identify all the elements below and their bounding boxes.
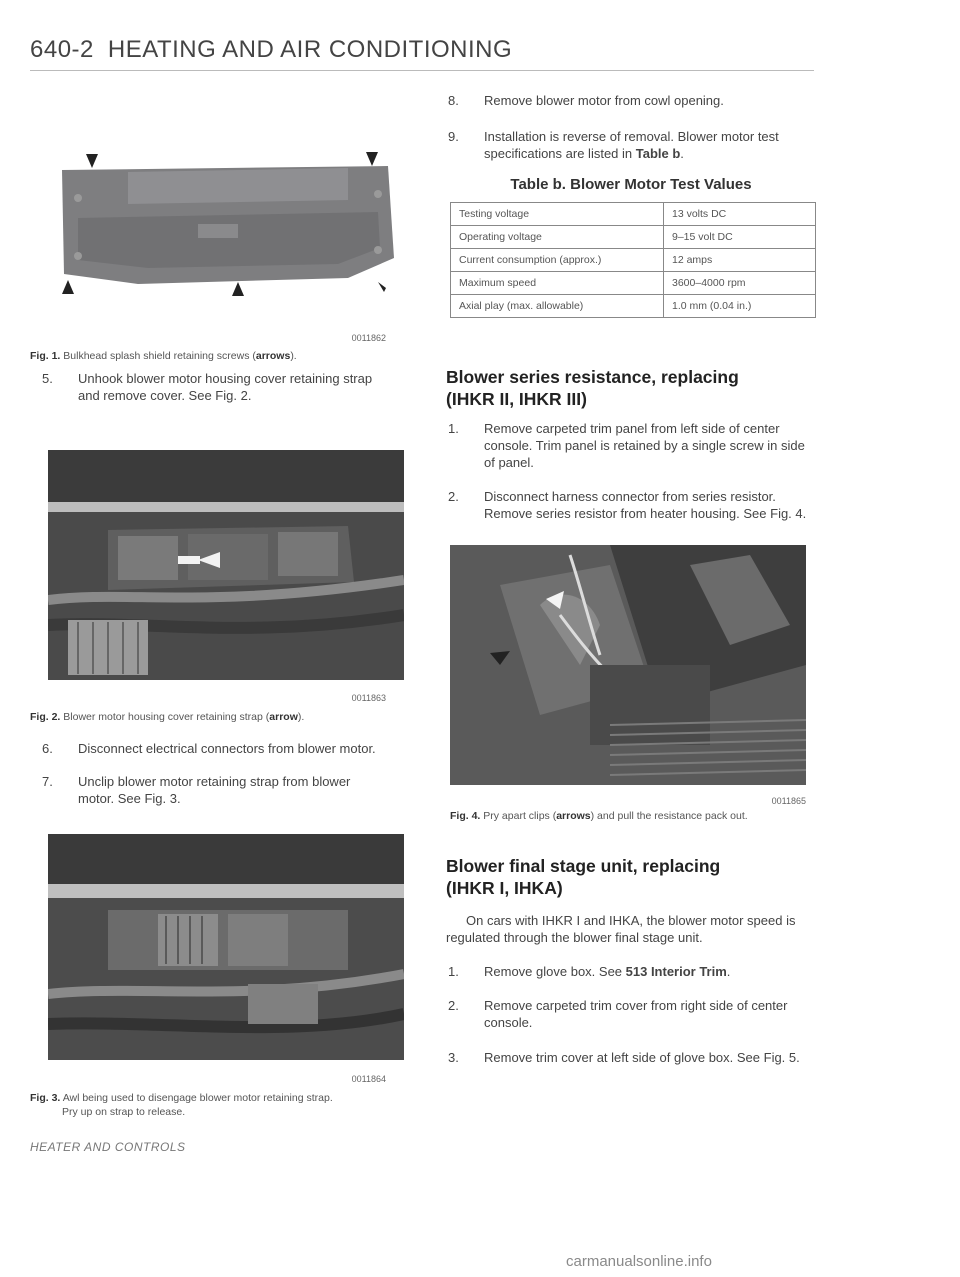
fig2-caption-text: Blower motor housing cover retaining strap (	[63, 711, 270, 723]
s2-step-1-ref: 513 Interior Trim	[625, 964, 727, 979]
s1-step-1-text: Remove carpeted trim panel from left side of center console. Trim panel is retained by a single screw in side of panel.	[484, 421, 805, 470]
fig4-code: 0011865	[771, 796, 806, 806]
section-heading-line1: Blower final stage unit, replacing	[446, 856, 721, 876]
step-7-text: Unclip blower motor retaining strap from blower motor. See Fig. 3.	[78, 774, 351, 806]
fig3-caption-line2: Pry up on strap to release.	[62, 1106, 186, 1118]
table-title: Table b. Blower Motor Test Values	[510, 176, 752, 193]
table-row	[451, 272, 816, 295]
fig1-caption-bold: arrows	[255, 350, 291, 362]
fig4-caption	[450, 809, 820, 823]
step-9	[448, 128, 814, 162]
s2-step-3-text: Remove trim cover at left side of glove box. See Fig. 5.	[484, 1050, 800, 1065]
s2-step-3	[448, 1049, 814, 1066]
page-header	[30, 36, 512, 64]
s2-step-2-text: Remove carpeted trim cover from right side of center console.	[484, 998, 788, 1030]
s2-step-3-number: 3.	[448, 1050, 459, 1065]
fig3-photo	[48, 834, 404, 1060]
fig3-label: Fig. 3.	[30, 1092, 61, 1104]
s2-step-1	[448, 963, 814, 980]
fig2-label: Fig. 2.	[30, 711, 61, 723]
header-rule	[30, 70, 814, 71]
s2-step-2-number: 2.	[448, 998, 459, 1013]
fig4-caption-text: Pry apart clips (	[483, 810, 557, 822]
table-cell: 9–15 volt DC	[664, 226, 816, 249]
table-row	[451, 295, 816, 318]
table-cell: Axial play (max. allowable)	[451, 295, 664, 318]
s1-step-2-number: 2.	[448, 489, 459, 504]
s1-step-2	[448, 488, 814, 522]
fig1-photo	[48, 138, 408, 314]
s2-paragraph: On cars with IHKR I and IHKA, the blower motor speed is regulated through the blower final stage unit.	[446, 913, 796, 945]
step-6	[42, 740, 390, 757]
watermark: carmanualsonline.info	[566, 1253, 712, 1270]
step-7	[42, 773, 390, 807]
step-9-end: .	[680, 146, 684, 161]
fig3-caption	[30, 1091, 410, 1119]
table-cell: 3600–4000 rpm	[664, 272, 816, 295]
fig1-caption-text: Bulkhead splash shield retaining screws (	[63, 350, 256, 362]
section-heading-line1: Blower series resistance, replacing	[446, 367, 739, 387]
step-9-number: 9.	[448, 129, 459, 144]
fig2-photo	[48, 450, 404, 680]
s1-step-1	[448, 420, 814, 471]
fig4-caption-bold: arrows	[556, 810, 591, 822]
fig4-label: Fig. 4.	[450, 810, 481, 822]
table-cell: Testing voltage	[451, 203, 664, 226]
s2-step-1-number: 1.	[448, 964, 459, 979]
table-cell: 12 amps	[664, 249, 816, 272]
s2-step-1-text: Remove glove box. See	[484, 964, 626, 979]
chapter-title: HEATING AND AIR CONDITIONING	[107, 36, 513, 63]
fig4-caption-end: ) and pull the resistance pack out.	[590, 810, 748, 822]
step-9-text: Installation is reverse of removal. Blower motor test specifications are listed in	[484, 129, 779, 161]
page-number: 640-2	[30, 36, 94, 63]
step-5-number: 5.	[42, 371, 53, 386]
fig1-code: 0011862	[351, 333, 386, 343]
step-6-text: Disconnect electrical connectors from blower motor.	[78, 741, 376, 756]
fig1-caption	[30, 349, 410, 363]
fig2-code: 0011863	[351, 693, 386, 703]
s2-step-1-end: .	[726, 964, 731, 979]
step-6-number: 6.	[42, 741, 53, 756]
step-7-number: 7.	[42, 774, 53, 789]
section-heading-series-resistance	[446, 366, 816, 410]
fig3-code: 0011864	[351, 1074, 386, 1084]
s1-step-2-text: Disconnect harness connector from series resistor. Remove series resistor from heater housing. See Fig. 4.	[484, 489, 807, 521]
page-footer: HEATER AND CONTROLS	[30, 1140, 186, 1154]
table-cell: Operating voltage	[451, 226, 664, 249]
s2-step-2	[448, 997, 814, 1031]
fig2-caption-bold: arrow	[269, 711, 298, 723]
section-heading-line2: (IHKR I, IHKA)	[446, 878, 563, 898]
fig2-caption-end: ).	[297, 711, 305, 723]
table-row	[451, 249, 816, 272]
step-9-table-ref: Table b	[635, 146, 681, 161]
table-cell: Current consumption (approx.)	[451, 249, 664, 272]
section-heading-line2: (IHKR II, IHKR III)	[446, 389, 587, 409]
table-row	[451, 226, 816, 249]
step-8	[448, 92, 814, 109]
step-8-number: 8.	[448, 93, 459, 108]
fig4-photo	[450, 545, 806, 785]
blower-test-table	[450, 202, 816, 318]
fig1-caption-end: ).	[290, 350, 297, 362]
s1-step-1-number: 1.	[448, 421, 459, 436]
section-heading-final-stage	[446, 855, 816, 899]
step-5	[42, 370, 390, 404]
fig2-caption	[30, 710, 410, 724]
table-cell: Maximum speed	[451, 272, 664, 295]
table-row	[451, 203, 816, 226]
fig3-caption-line1: Awl being used to disengage blower motor retaining strap.	[62, 1092, 333, 1104]
table-cell: 1.0 mm (0.04 in.)	[664, 295, 816, 318]
fig1-label: Fig. 1.	[30, 350, 61, 362]
step-8-text: Remove blower motor from cowl opening.	[484, 93, 724, 108]
step-5-text: Unhook blower motor housing cover retaining strap and remove cover. See Fig. 2.	[78, 371, 373, 403]
table-cell: 13 volts DC	[664, 203, 816, 226]
